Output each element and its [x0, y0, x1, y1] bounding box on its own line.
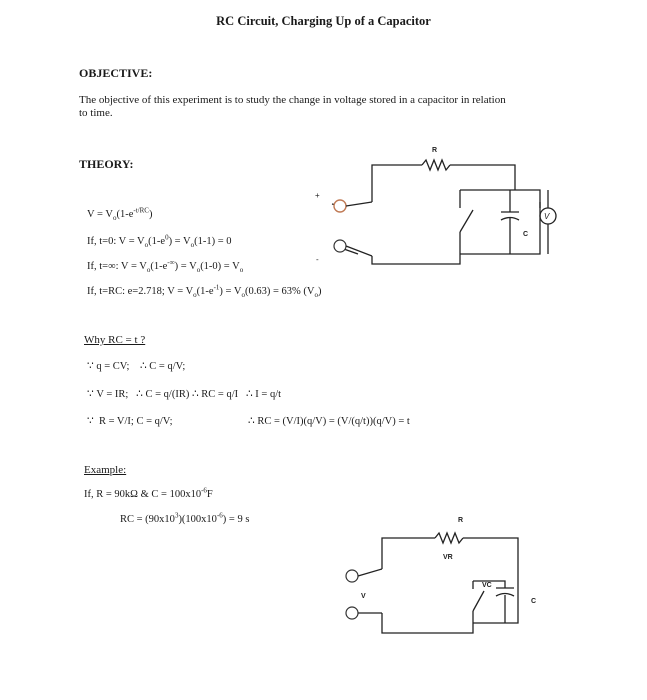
example-heading: Example: — [84, 464, 127, 476]
theory-heading: THEORY: — [79, 157, 134, 171]
capacitor-label: C — [523, 231, 529, 238]
vc-label: VC — [482, 582, 492, 589]
terminal-positive — [334, 200, 346, 212]
source-voltage-label: V — [361, 593, 366, 600]
objective-text-line1: The objective of this experiment is to study the change in voltage stored in a capacitor in relation — [79, 94, 506, 106]
resistor-label-2: R — [458, 517, 464, 524]
theory-equation-tinf: If, t=∞: $V = V_o(1-e^{-\infty}) = V_o(1-0) = V_o$ — [87, 258, 244, 275]
resistor-label: R — [432, 147, 438, 154]
terminal-negative — [334, 240, 346, 252]
terminal-plus-label: + — [315, 191, 320, 200]
objective-heading: OBJECTIVE: — [79, 66, 153, 80]
theory-equation-main: $V = V_o(1-e^{-t/RC})$ — [87, 206, 153, 223]
theory-equation-trc: If, t=RC: e=2.718; $V = V_o(1-e^{-1}) = V_o(0.63) = 63\%$ $(V_o)$ — [87, 283, 322, 300]
why-row-3: ∵ R = V/I; C = q/V; — [87, 416, 173, 427]
therefore-symbol: ∴ — [139, 361, 147, 372]
circuit-wire — [372, 165, 422, 202]
switch-symbol-2 — [473, 591, 484, 611]
why-row-2: ∵ V = IR; ∴ C = q/(IR) ∴ RC = q/I ∴ I = q/t — [87, 389, 282, 400]
terminal-bottom-2 — [346, 607, 358, 619]
why-row-1: ∵ q = CV; ∴ C = q/V; — [87, 361, 186, 372]
objective-text-line2: to time. — [79, 107, 113, 119]
example-calculation: RC = $(90x10^3)(100x10^{-6}) = 9$ s — [120, 511, 250, 525]
switch-symbol — [460, 210, 473, 232]
why-heading: Why RC = t ? — [84, 334, 146, 346]
theory-equation-t0: If, t=0: $V = V_o(1-e^0) = V_o(1-1) = 0$ — [87, 233, 232, 250]
voltmeter-label: V — [544, 212, 550, 221]
because-symbol: ∵ — [87, 361, 94, 372]
terminal-minus-label: - — [316, 255, 319, 264]
example-given: If, R = 90kΩ & $C = 100x10^{-6}F$ — [84, 486, 213, 500]
rc-circuit-diagram — [310, 138, 560, 278]
resistor-symbol — [422, 160, 450, 170]
capacitor-label-2: C — [531, 598, 537, 605]
rc-circuit-diagram-2 — [335, 505, 555, 645]
vr-label: VR — [443, 554, 453, 561]
terminal-top-2 — [346, 570, 358, 582]
page-title: RC Circuit, Charging Up of a Capacitor — [216, 14, 431, 28]
why-row-3-conclusion: ∴ RC = (V/I)(q/V) = (V/(q/t))(q/V) = t — [248, 416, 410, 427]
resistor-symbol-2 — [435, 533, 463, 543]
